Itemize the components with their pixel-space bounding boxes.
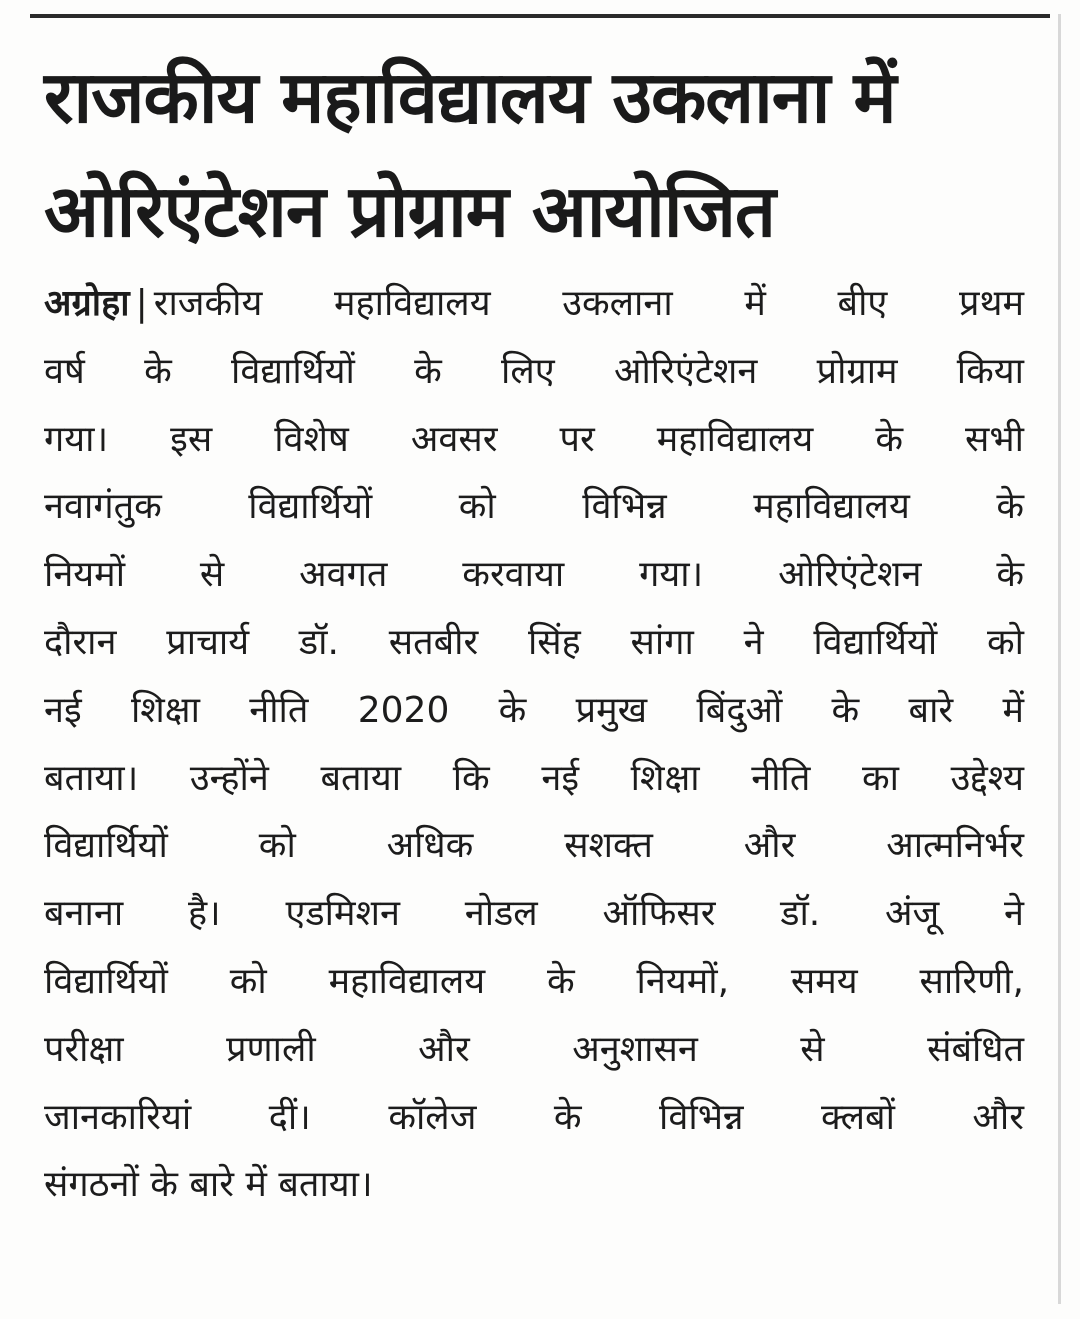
story-line-4: नवागंतुक विद्यार्थियों को विभिन्न महाविद्यालय के [44,486,1024,528]
story-line-1-text: राजकीय महाविद्यालय उकलाना में बीए प्रथम [153,283,1024,324]
top-rule [30,14,1050,18]
headline-line-1: राजकीय महाविद्यालय उकलाना में [44,55,896,139]
story-line-6: दौरान प्राचार्य डॉ. सतबीर सिंह सांगा ने विद्यार्थियों को [44,621,1024,663]
story-line-14: संगठनों के बारे में बताया। [44,1164,373,1206]
story-line-1 [44,270,1024,338]
dateline: अग्रोहा [44,283,130,324]
side-rule [1058,14,1061,1304]
dateline-separator: | [135,283,148,324]
story-line-12: परीक्षा प्रणाली और अनुशासन से संबंधित [44,1028,1024,1070]
story-line-3: गया। इस विशेष अवसर पर महाविद्यालय के सभी [44,418,1024,460]
story-line-10: बनाना है। एडमिशन नोडल ऑफिसर डॉ. अंजू ने [44,893,1024,935]
story-line-11: विद्यार्थियों को महाविद्यालय के नियमों, समय सारिणी, [44,960,1024,1002]
story-line-8: बताया। उन्होंने बताया कि नई शिक्षा नीति का उद्देश्य [44,757,1024,799]
story-body [44,270,1024,1219]
story-line-9: विद्यार्थियों को अधिक सशक्त और आत्मनिर्भर [44,825,1024,867]
story-line-13: जानकारियां दीं। कॉलेज के विभिन्न क्लबों और [44,1096,1024,1138]
headline-line-2: ओरिएंटेशन प्रोग्राम आयोजित [44,169,775,253]
story-line-5: नियमों से अवगत करवाया गया। ओरिएंटेशन के [44,554,1024,596]
story-line-7: नई शिक्षा नीति 2020 के प्रमुख बिंदुओं के बारे में [44,689,1024,731]
headline [44,40,1044,268]
story-line-2: वर्ष के विद्यार्थियों के लिए ओरिएंटेशन प्रोग्राम किया [44,350,1024,392]
